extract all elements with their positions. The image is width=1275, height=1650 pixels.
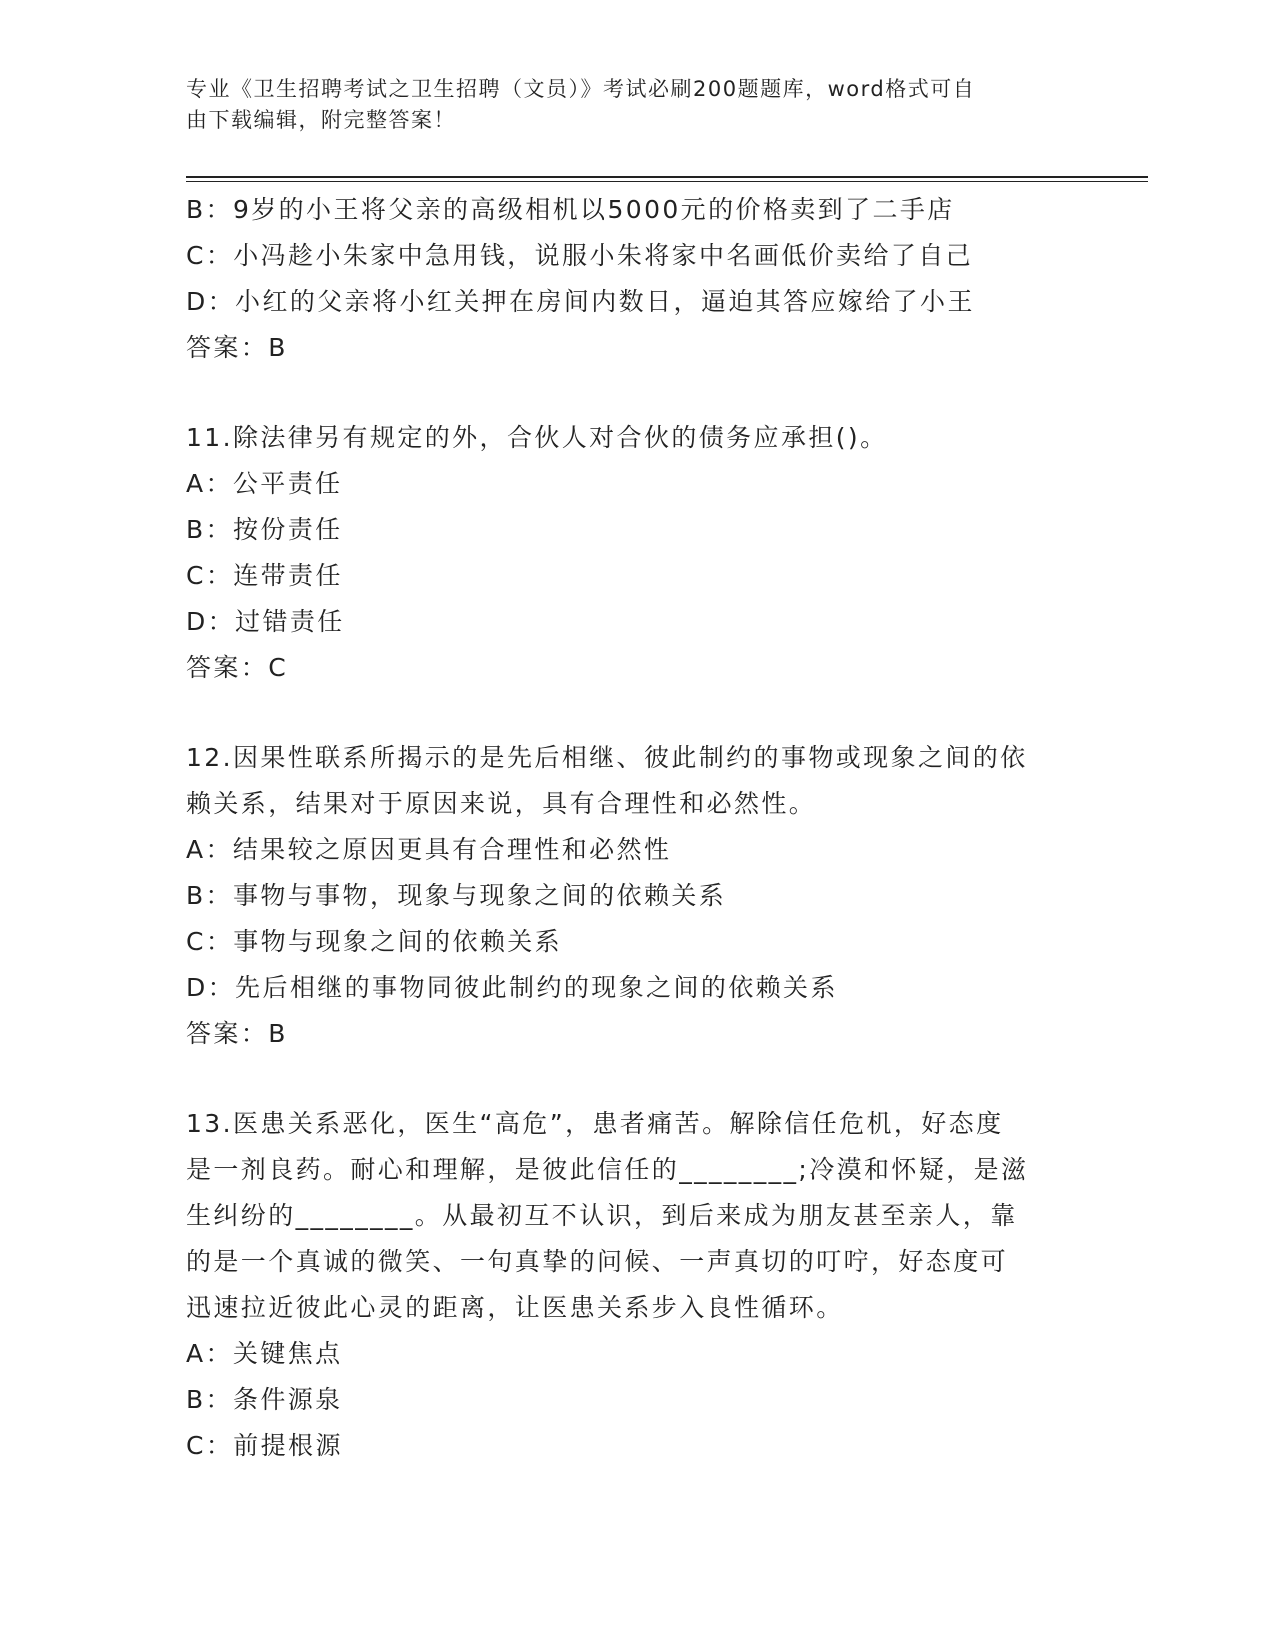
- option-a: A：关键焦点: [186, 1339, 343, 1368]
- option-d: D：过错责任: [186, 607, 345, 636]
- option-d: D：小红的父亲将小红关押在房间内数日，逼迫其答应嫁给了小王: [186, 287, 975, 316]
- answer: 答案：B: [186, 1019, 288, 1048]
- question-text-line-2: 赖关系，结果对于原因来说，具有合理性和必然性。: [186, 789, 817, 818]
- question-10-tail: [186, 187, 1086, 371]
- question-text-line-3: 生纠纷的________。从最初互不认识，到后来成为朋友甚至亲人，靠: [186, 1201, 1018, 1230]
- option-a: A：公平责任: [186, 469, 343, 498]
- header-line-2: 由下载编辑，附完整答案！: [186, 108, 456, 132]
- option-c: C：小冯趁小朱家中急用钱，说服小朱将家中名画低价卖给了自己: [186, 241, 974, 270]
- question-12: [186, 735, 1086, 1057]
- question-13: [186, 1101, 1086, 1469]
- question-11: [186, 415, 1086, 691]
- option-b: B：事物与事物，现象与现象之间的依赖关系: [186, 881, 727, 910]
- option-c: C：连带责任: [186, 561, 343, 590]
- option-a: A：结果较之原因更具有合理性和必然性: [186, 835, 672, 864]
- question-text-line-1: 12.因果性联系所揭示的是先后相继、彼此制约的事物或现象之间的依: [186, 743, 1028, 772]
- header-divider-thin: [186, 181, 1148, 182]
- option-c: C：前提根源: [186, 1431, 343, 1460]
- question-text-line-5: 迅速拉近彼此心灵的距离，让医患关系步入良性循环。: [186, 1293, 844, 1322]
- option-d: D：先后相继的事物同彼此制约的现象之间的依赖关系: [186, 973, 838, 1002]
- header-line-1: 专业《卫生招聘考试之卫生招聘（文员）》考试必刷200题题库，word格式可自: [186, 77, 976, 101]
- question-text: 11.除法律另有规定的外，合伙人对合伙的债务应承担()。: [186, 423, 888, 452]
- question-text-line-1: 13.医患关系恶化，医生“高危”，患者痛苦。解除信任危机，好态度: [186, 1109, 1004, 1138]
- option-b: B：按份责任: [186, 515, 343, 544]
- document-header: [186, 74, 1066, 136]
- question-text-line-4: 的是一个真诚的微笑、一句真挚的问候、一声真切的叮咛，好态度可: [186, 1247, 1009, 1276]
- document-body: [186, 187, 1086, 1469]
- answer: 答案：B: [186, 333, 288, 362]
- header-divider: [186, 176, 1148, 178]
- option-b: B：9岁的小王将父亲的高级相机以5000元的价格卖到了二手店: [186, 195, 955, 224]
- option-c: C：事物与现象之间的依赖关系: [186, 927, 563, 956]
- answer: 答案：C: [186, 653, 289, 682]
- question-text-line-2: 是一剂良药。耐心和理解，是彼此信任的________;冷漠和怀疑，是滋: [186, 1155, 1029, 1184]
- option-b: B：条件源泉: [186, 1385, 343, 1414]
